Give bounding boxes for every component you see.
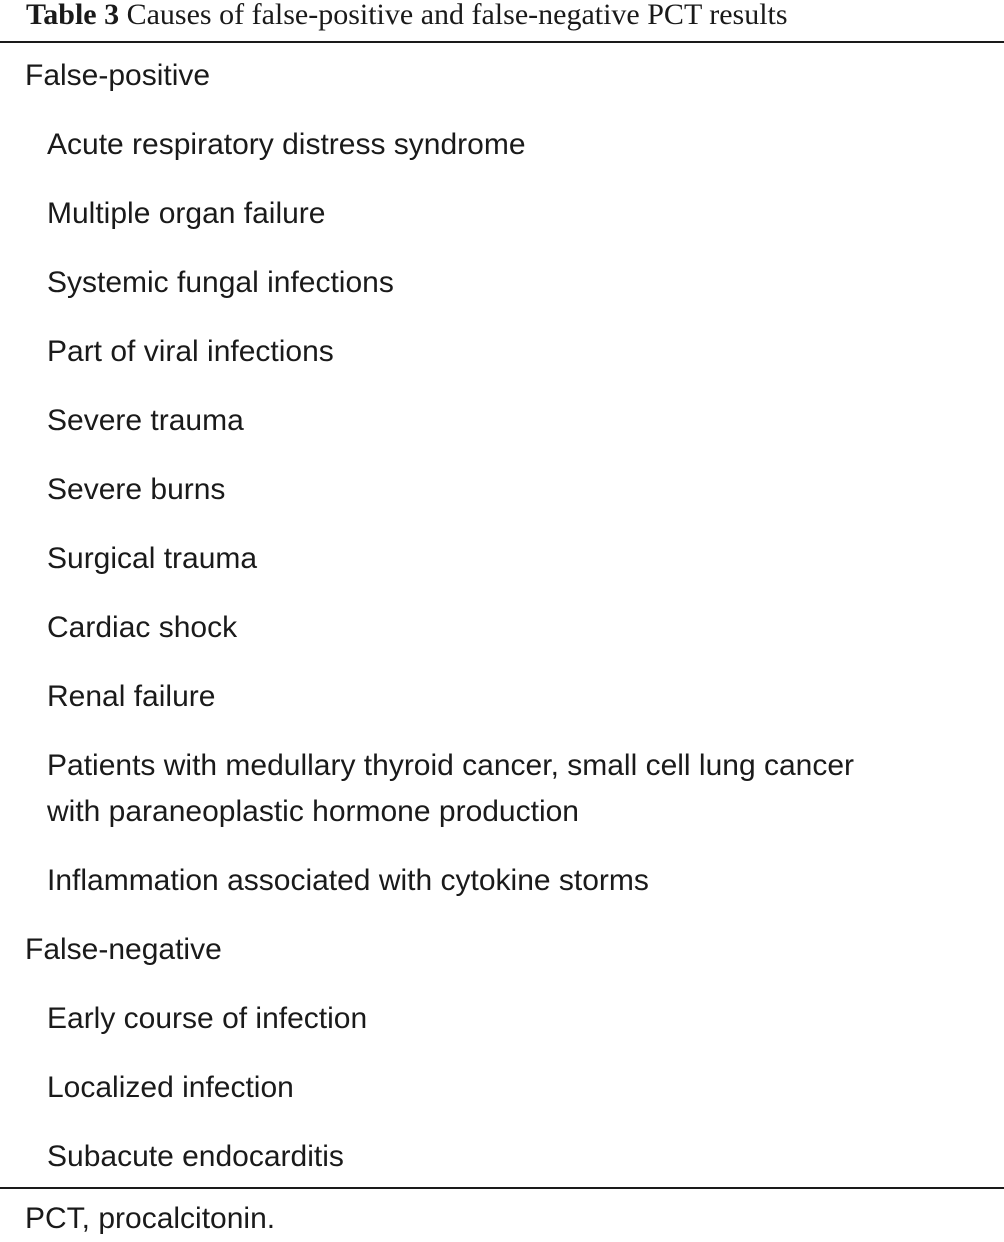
top-rule (0, 41, 1004, 43)
table-row: Acute respiratory distress syndrome (47, 128, 526, 161)
group-heading: False-positive (25, 59, 211, 92)
table-row: Localized infection (47, 1071, 294, 1104)
table-row: Severe trauma (47, 404, 244, 437)
table-row (47, 743, 854, 835)
table-row: Surgical trauma (47, 542, 258, 575)
table-footnote: PCT, procalcitonin. (25, 1202, 276, 1235)
table-title: Causes of false-positive and false-negative PCT results (126, 0, 788, 31)
table-row: Multiple organ failure (47, 197, 326, 230)
group-heading: False-negative (25, 933, 222, 966)
table-row: Cardiac shock (47, 611, 238, 644)
table-row: Systemic fungal infections (47, 266, 394, 299)
table-row: Severe burns (47, 473, 226, 506)
table-row: Renal failure (47, 680, 216, 713)
table-row: Subacute endocarditis (47, 1140, 344, 1173)
table-row-line: with paraneoplastic hormone production (47, 795, 579, 828)
bottom-rule (0, 1187, 1004, 1189)
table-row-line: Patients with medullary thyroid cancer, small cell lung cancer (47, 749, 855, 782)
table-label: Table 3 (26, 0, 120, 31)
table-caption (26, 0, 788, 40)
table-row: Part of viral infections (47, 335, 334, 368)
table-row: Inflammation associated with cytokine storms (47, 864, 649, 897)
table-row: Early course of infection (47, 1002, 368, 1035)
